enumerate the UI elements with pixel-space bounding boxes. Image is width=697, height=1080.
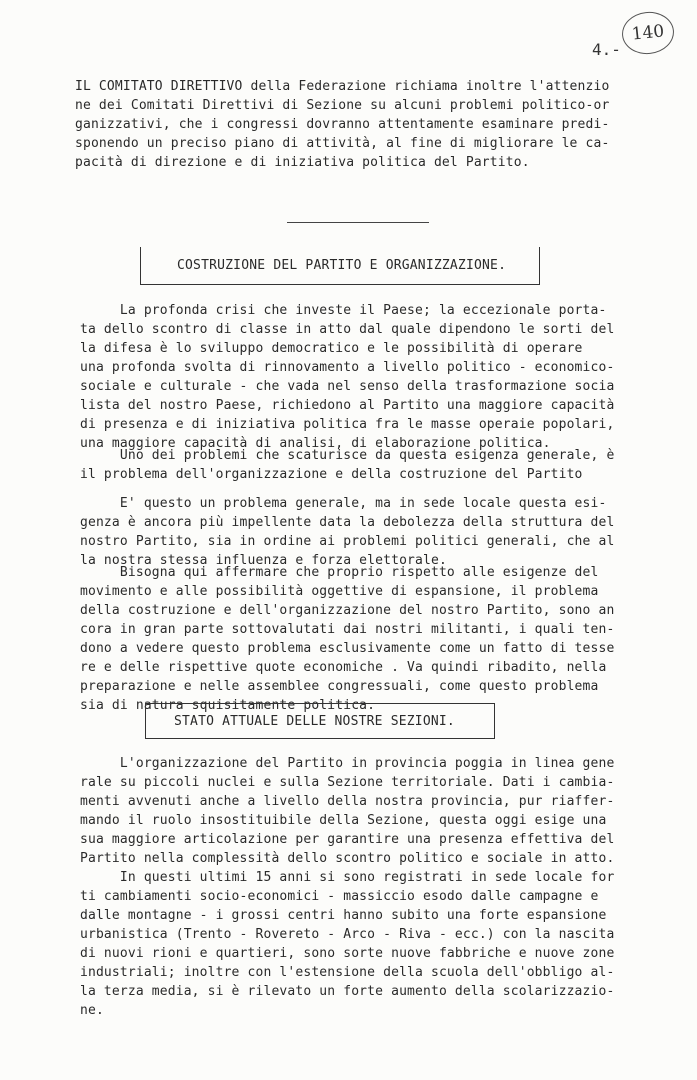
page-number: 4.- (592, 40, 621, 59)
text-line: genza è ancora più impellente data la debolezza della struttura del (80, 515, 615, 530)
archive-number-stamp: 140 (620, 9, 676, 56)
paragraph-problemi (80, 446, 614, 484)
text-line: preparazione e nelle assemblee congressuali, come questo problema (80, 679, 599, 694)
text-line: ti cambiamenti socio-economici - massiccio esodo dalle campagne e (80, 889, 599, 904)
text-line: ganizzativi, che i congressi dovranno attentamente esaminare predi- (75, 117, 610, 132)
text-line: L'organizzazione del Partito in provincia poggia in linea gene (80, 756, 615, 771)
intro-paragraph (75, 77, 609, 172)
text-line: nostro Partito, sia in ordine ai problemi politici generali, che al (80, 534, 615, 549)
text-line: Bisogna qui affermare che proprio rispetto alle esigenze del (80, 565, 599, 580)
text-line: movimento e alle possibilità oggettive di espansione, il problema (80, 584, 599, 599)
paragraph-bisogna (80, 563, 614, 715)
text-line: sponendo un preciso piano di attività, al fine di migliorare le ca- (75, 136, 610, 151)
text-line: ta dello scontro di classe in atto dal quale dipendono le sorti del (80, 322, 615, 337)
text-line: E' questo un problema generale, ma in sede locale questa esi- (80, 496, 607, 511)
text-line: una profonda svolta di rinnovamento a livello politico - economico- (80, 360, 615, 375)
text-line: ne. (80, 1003, 104, 1018)
text-line: sociale e culturale - che vada nel senso della trasformazione socia (80, 379, 615, 394)
text-line: di presenza e di iniziativa politica fra le masse operaie popolari, (80, 417, 615, 432)
text-line: rale su piccoli nuclei e sulla Sezione territoriale. Dati i cambia- (80, 775, 615, 790)
paragraph-organizzazione (80, 754, 614, 868)
section-heading-stato (145, 703, 495, 739)
text-line: di nuovi rioni e quartieri, sono sorte nuove fabbriche e nuove zone (80, 946, 615, 961)
paragraph-esigenza (80, 494, 614, 570)
text-line: cora in gran parte sottovalutati dai nostri militanti, i quali ten- (80, 622, 615, 637)
text-line: La profonda crisi che investe il Paese; la eccezionale porta- (80, 303, 607, 318)
text-line: sia di natura squisitamente politica. (80, 698, 376, 713)
section-heading-text: STATO ATTUALE DELLE NOSTRE SEZIONI. (174, 713, 455, 729)
section-heading-text: COSTRUZIONE DEL PARTITO E ORGANIZZAZIONE. (177, 258, 507, 273)
text-line: dono a vedere questo problema esclusivamente come un fatto di tesse (80, 641, 615, 656)
text-line: una maggiore capacità di analisi, di elaborazione politica. (80, 436, 551, 451)
text-line: mando il ruolo insostituibile della Sezione, questa oggi esige una (80, 813, 607, 828)
text-line: la terza media, si è rilevato un forte aumento della scolarizzazio- (80, 984, 615, 999)
text-line: IL COMITATO DIRETTIVO della Federazione richiama inoltre l'attenzio (75, 79, 610, 94)
text-line: lista del nostro Paese, richiedono al Partito una maggiore capacità (80, 398, 615, 413)
text-line: Uno dei problemi che scaturisce da questa esigenza generale, è (80, 448, 615, 463)
text-line: menti avvenuti anche a livello della nostra provincia, pur riaffer- (80, 794, 615, 809)
paragraph-ultimi-anni (80, 868, 614, 1020)
text-line: dalle montagne - i grossi centri hanno subito una forte espansione (80, 908, 607, 923)
text-line: la nostra stessa influenza e forza elettorale. (80, 553, 447, 568)
divider-line (287, 222, 429, 223)
text-line: re e delle rispettive quote economiche . Va quindi ribadito, nella (80, 660, 607, 675)
text-line: In questi ultimi 15 anni si sono registrati in sede locale for (80, 870, 615, 885)
text-line: la difesa è lo sviluppo democratico e le possibilità di operare (80, 341, 583, 356)
text-line: della costruzione e dell'organizzazione del nostro Partito, sono an (80, 603, 615, 618)
text-line: pacità di direzione e di iniziativa politica del Partito. (75, 155, 530, 170)
text-line: il problema dell'organizzazione e della costruzione del Partito (80, 467, 583, 482)
text-line: Partito nella complessità dello scontro politico e sociale in atto. (80, 851, 615, 866)
text-line: urbanistica (Trento - Rovereto - Arco - Riva - ecc.) con la nascita (80, 927, 615, 942)
section-heading-costruzione (140, 247, 540, 285)
text-line: sua maggiore articolazione per garantire una presenza effettiva del (80, 832, 615, 847)
paragraph-crisi (80, 301, 614, 453)
text-line: ne dei Comitati Direttivi di Sezione su alcuni problemi politico-or (75, 98, 610, 113)
text-line: industriali; inoltre con l'estensione della scuola dell'obbligo al- (80, 965, 615, 980)
